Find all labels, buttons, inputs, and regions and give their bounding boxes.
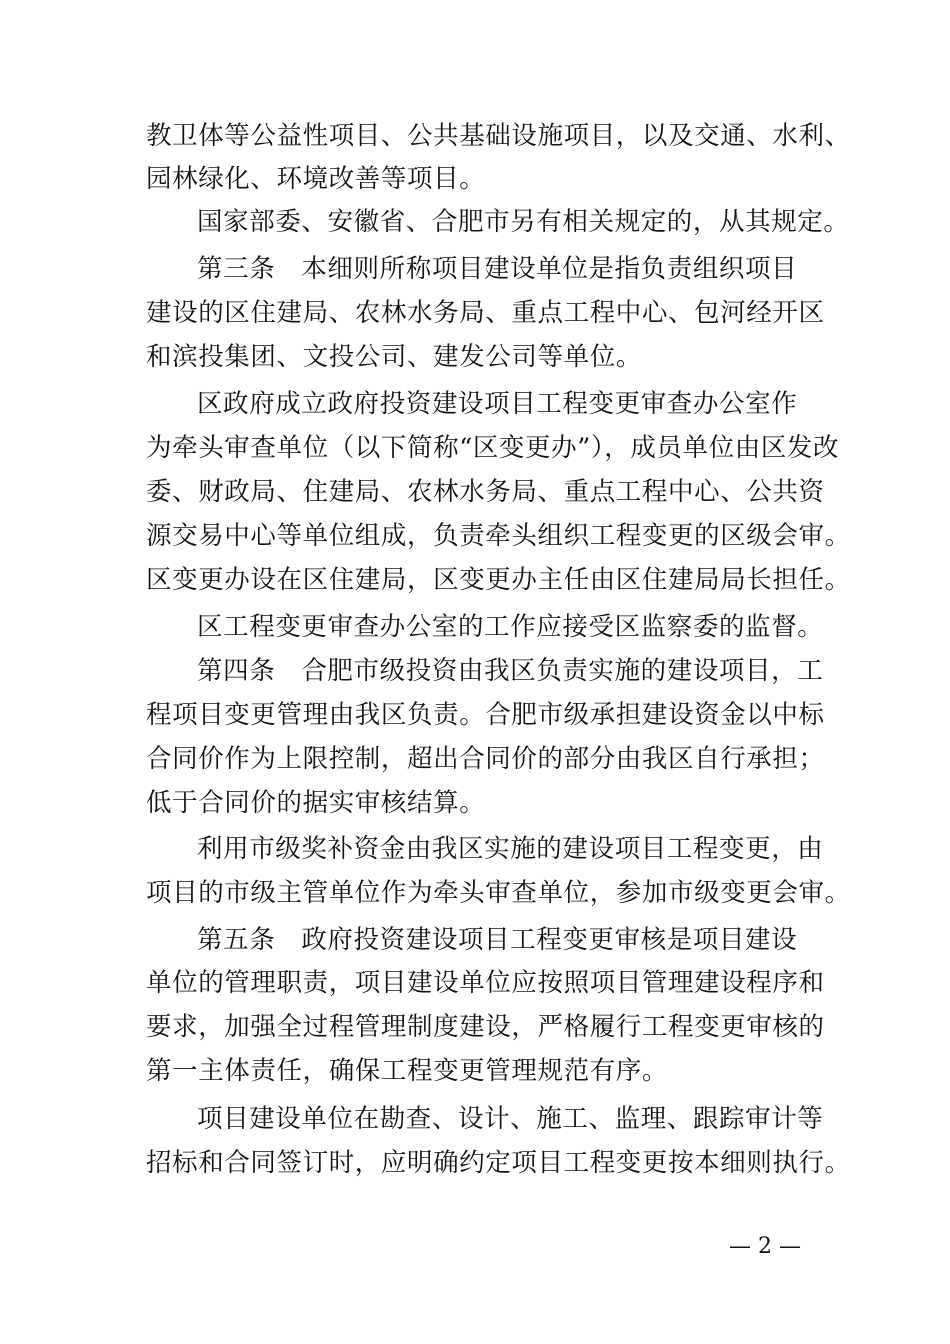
article-label: 第三条: [197, 254, 276, 284]
text-line: 区政府成立政府投资建设项目工程变更审查办公室作: [197, 389, 798, 419]
text-line: 区工程变更审查办公室的工作应接受区监察委的监督。: [197, 612, 824, 642]
text-line: 委、财政局、住建局、农林水务局、重点工程中心、公共资: [146, 477, 825, 507]
text-line: 源交易中心等单位组成，负责牵头组织工程变更的区级会审。: [146, 521, 851, 551]
text-span: 政府投资建设项目工程变更审核是项目建设: [301, 925, 798, 955]
text-line: 程项目变更管理由我区负责。合肥市级承担建设资金以中标: [146, 700, 825, 730]
article-label: 第五条: [197, 925, 276, 955]
article-label: 第四条: [197, 656, 276, 686]
text-line: 利用市级奖补资金由我区实施的建设项目工程变更，由: [197, 834, 824, 864]
text-line: 建设的区住建局、农林水务局、重点工程中心、包河经开区: [146, 298, 825, 328]
article-4-line: [197, 656, 824, 686]
text-line: 招标和合同签订时，应明确约定项目工程变更按本细则执行。: [146, 1148, 851, 1178]
text-line: 区变更办设在区住建局，区变更办主任由区住建局局长担任。: [146, 565, 851, 595]
text-line: 合同价作为上限控制，超出合同价的部分由我区自行承担；: [146, 744, 825, 774]
text-line: 园林绿化、环境改善等项目。: [146, 164, 486, 194]
text-line: 项目的市级主管单位作为牵头审查单位，参加市级变更会审。: [146, 878, 851, 908]
text-line: 项目建设单位在勘查、设计、施工、监理、跟踪审计等: [197, 1104, 824, 1134]
text-span: 本细则所称项目建设单位是指负责组织项目: [301, 254, 798, 284]
text-line: 第一主体责任，确保工程变更管理规范有序。: [146, 1056, 669, 1086]
text-line: 为牵头审查单位（以下简称“区变更办”），成员单位由区发改: [146, 433, 840, 463]
text-line: 国家部委、安徽省、合肥市另有相关规定的，从其规定。: [197, 207, 850, 237]
text-span: 合肥市级投资由我区负责实施的建设项目，工: [301, 656, 824, 686]
text-line: 和滨投集团、文投公司、建发公司等单位。: [146, 342, 642, 372]
article-3-line: [197, 254, 817, 284]
text-line: 低于合同价的据实审核结算。: [146, 788, 486, 818]
article-5-line: [197, 925, 817, 955]
text-line: 单位的管理职责，项目建设单位应按照项目管理建设程序和: [146, 968, 825, 998]
text-line: 要求，加强全过程管理制度建设，严格履行工程变更审核的: [146, 1012, 825, 1042]
page-number: — 2 —: [729, 1234, 801, 1259]
text-line: 教卫体等公益性项目、公共基础设施项目，以及交通、水利、: [146, 121, 851, 151]
